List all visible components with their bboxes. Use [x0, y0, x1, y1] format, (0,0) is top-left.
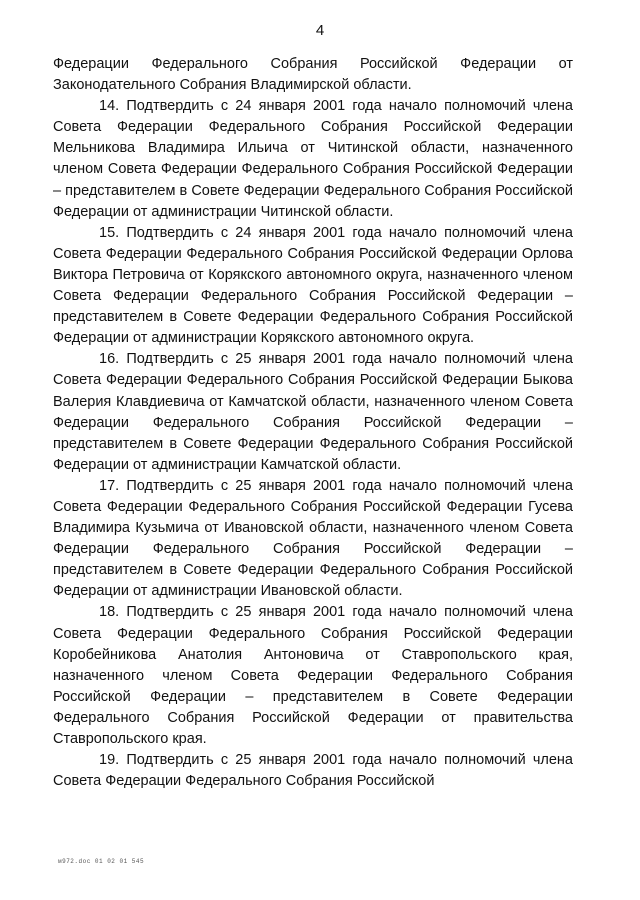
paragraph-item-17: 17. Подтвердить с 25 января 2001 года начало полномочий члена Совета Федерации Федерального Собрания Российской Федерации Гусева Владимира Кузьмича от Ивановской области, назначенного членом Совета Федерации Федерального Собрания Российской Федерации – представителем в Совете Федерации Федерального Собрания Российской Федерации от администрации Ивановской области.: [53, 477, 573, 600]
paragraph-item-15: 15. Подтвердить с 24 января 2001 года начало полномочий члена Совета Федерации Федерального Собрания Российской Федерации Орлова Виктора Петровича от Корякского автономного округа, назначенного членом Совета Федерации Федерального Собрания Российской Федерации – представителем в Совете Федерации Федерального Собрания Российской Федерации от администрации Корякского автономного округа.: [53, 224, 573, 347]
paragraph-continuation: Федерации Федерального Собрания Российской Федерации от Законодательного Собрания Владимирской области.: [53, 56, 573, 94]
paragraph-item-14: 14. Подтвердить с 24 января 2001 года начало полномочий члена Совета Федерации Федерального Собрания Российской Федерации Мельникова Владимира Ильича от Читинской области, назначенного членом Совета Федерации Федерального Собрания Российской Федерации – представителем в Совете Федерации Федерального Собрания Российской Федерации от администрации Читинской области.: [53, 98, 573, 220]
document-body: [53, 54, 573, 792]
page-number: 4: [315, 22, 325, 39]
paragraph-item-19: 19. Подтвердить с 25 января 2001 года начало полномочий члена Совета Федерации Федерального Собрания Российской: [53, 752, 573, 790]
paragraph-item-18: 18. Подтвердить с 25 января 2001 года начало полномочий члена Совета Федерации Федерального Собрания Российской Федерации Коробейникова Анатолия Антоновича от Ставропольского края, назначенного членом Совета Федерации Федерального Собрания Российской Федерации – представителем в Совете Федерации Федерального Собрания Российской Федерации от правительства Ставропольского края.: [53, 604, 573, 747]
footer-file-mark: м972.doc 01 02 01 545: [58, 858, 145, 865]
paragraph-item-16: 16. Подтвердить с 25 января 2001 года начало полномочий члена Совета Федерации Федерального Собрания Российской Федерации Быкова Валерия Клавдиевича от Камчатской области, назначенного членом Совета Федерации Федерального Собрания Российской Федерации – представителем в Совете Федерации Федерального Собрания Российской Федерации от администрации Камчатской области.: [53, 351, 573, 473]
